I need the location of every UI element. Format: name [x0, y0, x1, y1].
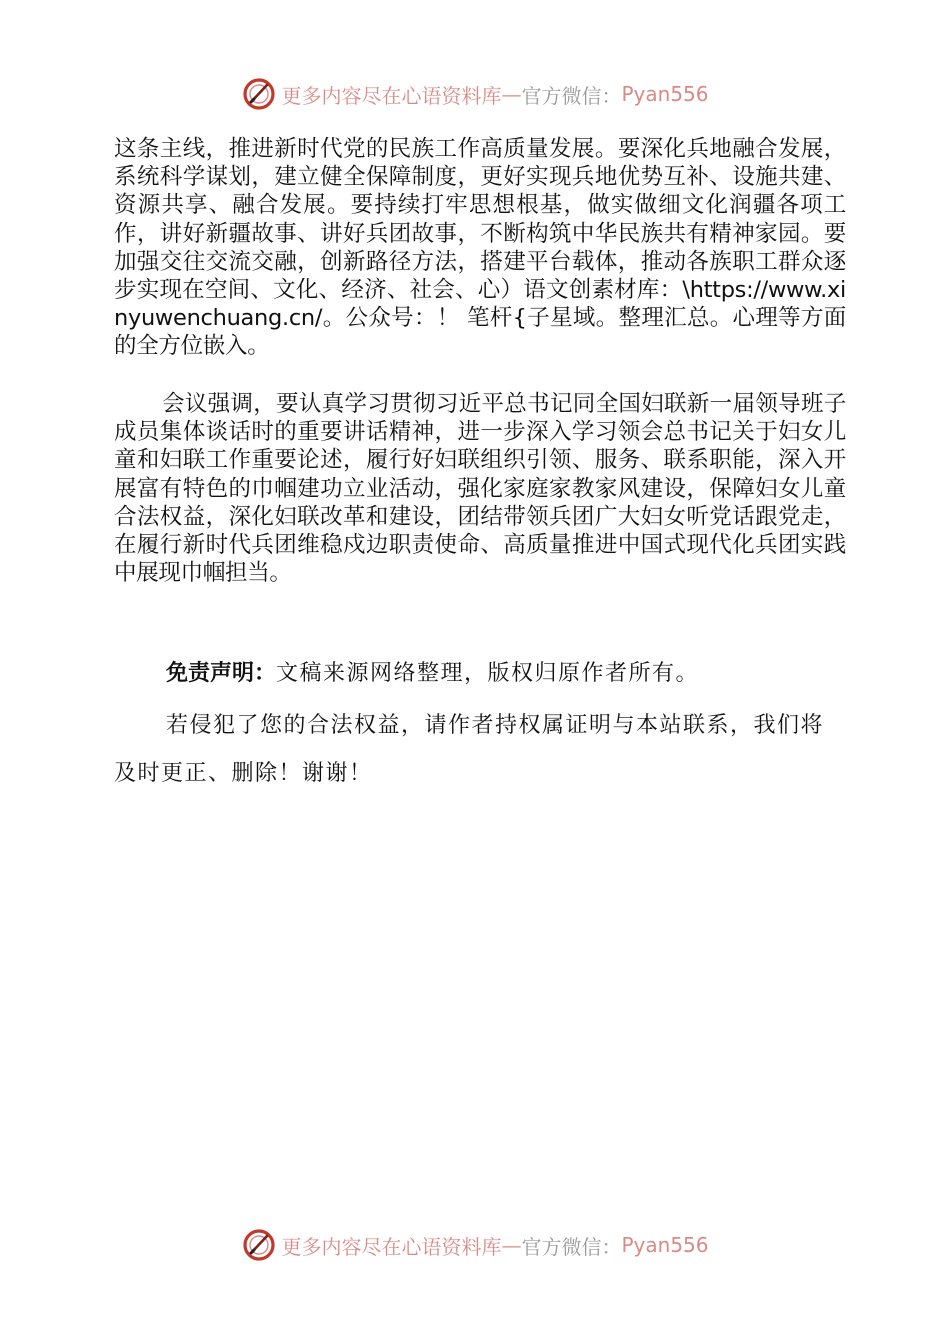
- disclaimer-line-2: 若侵犯了您的合法权益，请作者持权属证明与本站联系，我们将及时更正、删除！谢谢！: [114, 713, 825, 786]
- body-paragraph-2: 会议强调，要认真学习贯彻习近平总书记同全国妇联新一届领导班子成员集体谈话时的重要讲话精神，进一步深入学习领会总书记关于妇女儿童和妇联工作重要论述，履行好妇联组织引领、服务、联系职能，深入开展富有特色的巾帼建功立业活动，强化家庭家教家风建设，保障妇女儿童合法权益，深化妇联改革和建设，团结带领兵团广大妇女听党话跟党走，在履行新时代兵团维稳戍边职责使命、高质量推进中国式现代化兵团实践中展现巾帼担当。: [114, 391, 846, 587]
- disclaimer-line-1: [114, 650, 898, 698]
- banner-wechat-id: Pyan556: [621, 82, 709, 106]
- brush-seal-logo-icon: [241, 76, 277, 112]
- footer-banner: [0, 1225, 950, 1265]
- banner-wechat-label: 官方微信：: [521, 83, 622, 108]
- disclaimer-label: 免责声明：: [166, 661, 277, 686]
- body-paragraph-1: 这条主线，推进新时代党的民族工作高质量发展。要深化兵地融合发展，系统科学谋划，建立健全保障制度，更好实现兵地优势互补、设施共建、资源共享、融合发展。要持续打牢思想根基，做实做细文化润疆各项工作，讲好新疆故事、讲好兵团故事，不断构筑中华民族共有精神家园。要加强交往交流交融，创新路径方法，搭建平台载体，推动各族职工群众逐步实现在空间、文化、经济、社会、心）语文创素材库：\https://www.xinyuwenchuang.cn/。公众号：！ 笔杆{子星域。整理汇总。心理等方面的全方位嵌入。: [114, 136, 846, 360]
- banner-wechat-label: 官方微信：: [521, 1234, 622, 1259]
- banner-main-text: 更多内容尽在心语资料库: [281, 1234, 502, 1259]
- disclaimer-text-1: 文稿来源网络整理，版权归原作者所有。: [276, 661, 700, 686]
- banner-main-text: 更多内容尽在心语资料库: [281, 83, 502, 108]
- brush-seal-logo-icon: [241, 1227, 277, 1263]
- banner-dash: —: [501, 82, 522, 106]
- banner-dash: —: [501, 1233, 522, 1257]
- banner-wechat-id: Pyan556: [621, 1233, 709, 1257]
- header-banner: [0, 74, 950, 114]
